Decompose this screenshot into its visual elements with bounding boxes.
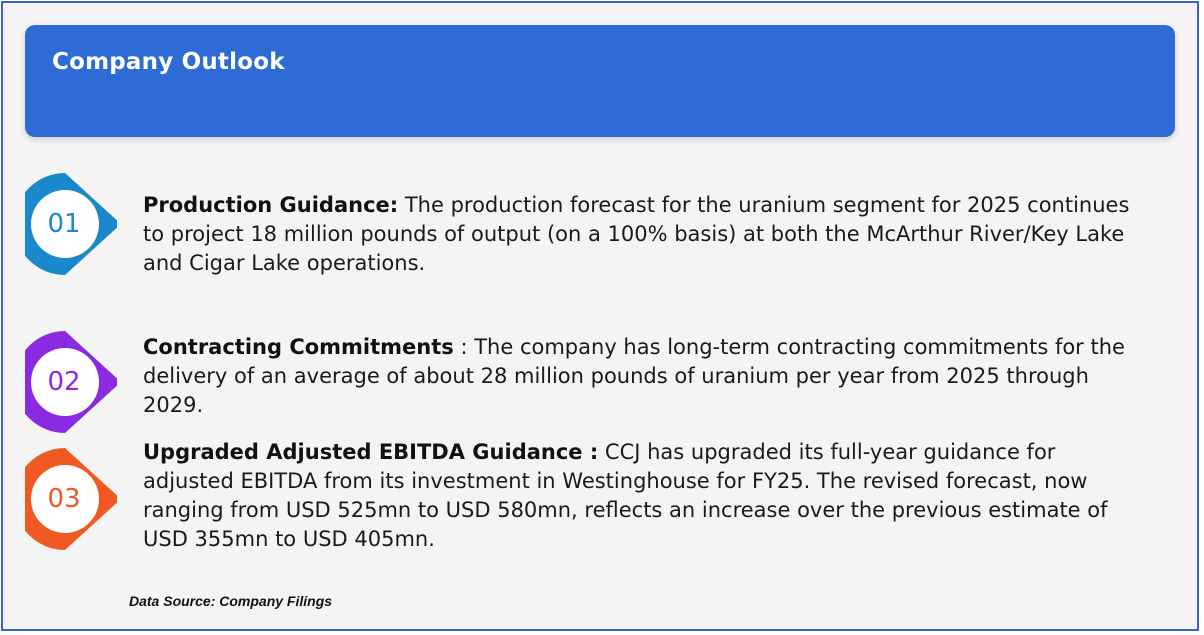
item-text xyxy=(143,191,1143,278)
item-text xyxy=(143,333,1143,420)
item-body: The production forecast for the uranium segment for 2025 continues to project 18 million pounds of output (on a 100% basis) at both the McArthur River/Key Lake and Cigar Lake operations. xyxy=(143,193,1130,275)
badge-03 xyxy=(25,446,117,552)
badge-number: 03 xyxy=(47,484,81,514)
list-item xyxy=(25,329,1155,439)
item-text xyxy=(143,438,1143,554)
header-banner xyxy=(25,25,1175,137)
item-body: : The company has long-term contracting commitments for the delivery of an average of about 28 million pounds of uranium per year from 2025 through 2029. xyxy=(143,335,1125,417)
badge-number: 01 xyxy=(47,209,81,239)
item-heading: Contracting Commitments xyxy=(143,335,454,359)
list-item xyxy=(25,171,1155,281)
page-title: Company Outlook xyxy=(52,49,285,75)
badge-01 xyxy=(25,171,117,277)
item-body: CCJ has upgraded its full-year guidance for adjusted EBITDA from its investment in Westinghouse for FY25. The revised forecast, now ranging from USD 525mn to USD 580mn, reflects an increase over the previous estimate of USD 355mn to USD 405mn. xyxy=(143,440,1108,551)
item-heading: Upgraded Adjusted EBITDA Guidance : xyxy=(143,440,599,464)
badge-02 xyxy=(25,329,117,435)
data-source-note: Data Source: Company Filings xyxy=(129,593,333,609)
list-item xyxy=(25,440,1155,556)
badge-number: 02 xyxy=(47,367,81,397)
outlook-panel xyxy=(1,1,1199,631)
item-heading: Production Guidance: xyxy=(143,193,399,217)
